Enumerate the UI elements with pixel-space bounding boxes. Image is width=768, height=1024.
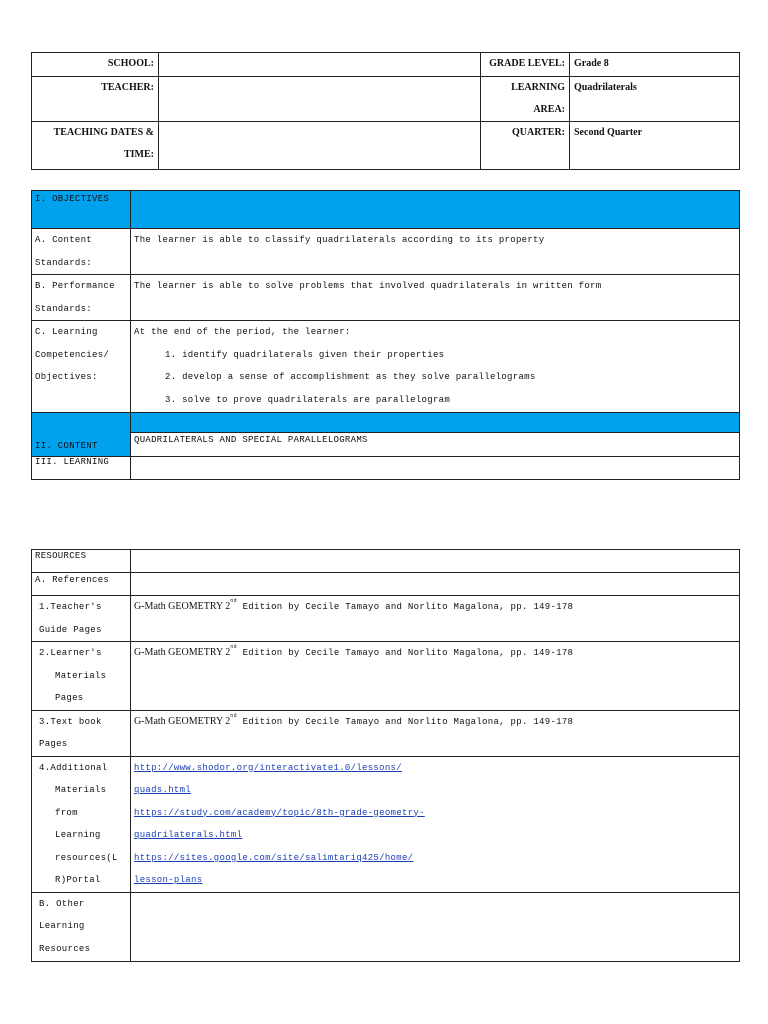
- learning-area-label-line1: LEARNING: [511, 82, 565, 93]
- google-sites-link[interactable]: https://sites.google.com/site/salimtariq425/home/: [134, 852, 414, 863]
- performance-standards-label: [32, 275, 131, 321]
- performance-standards-text: The learner is able to solve problems that involved quadrilaterals in written form: [131, 275, 740, 321]
- textbook-label: [32, 710, 131, 756]
- content-section-fill: [131, 413, 740, 433]
- other-resources-label-line: B. Other: [39, 898, 85, 909]
- competencies-text: [131, 321, 740, 413]
- additional-materials-label-line: Materials: [55, 785, 107, 795]
- teachers-guide-sup: nd: [230, 598, 237, 604]
- performance-standards-label-line1: B. Performance: [35, 281, 115, 291]
- quarter-label: QUARTER:: [481, 122, 570, 170]
- objectives-title: I. OBJECTIVES: [32, 191, 131, 229]
- competencies-label: [32, 321, 131, 413]
- objectives-title-fill: [131, 191, 740, 229]
- textbook-label-line2: Pages: [39, 739, 68, 749]
- learning-area-value: Quadrilaterals: [570, 77, 740, 122]
- competencies-intro: At the end of the period, the learner:: [134, 327, 351, 337]
- additional-materials-label-line: 4.Additional: [39, 762, 108, 773]
- objectives-table: [31, 190, 740, 480]
- learners-materials-label-line3: Pages: [55, 693, 84, 703]
- competencies-label-line3: Objectives:: [35, 372, 98, 382]
- teachers-guide-title: G-Math GEOMETRY 2: [134, 601, 231, 612]
- content-standards-label-line2: Standards:: [35, 257, 93, 268]
- teaching-dates-value: [159, 122, 481, 170]
- resources-title-fill: [131, 550, 740, 573]
- competency-item: 3. solve to prove quadrilaterals are parallelogram: [165, 394, 451, 405]
- teachers-guide-label: [32, 596, 131, 642]
- textbook-label-line1: 3.Text book: [39, 716, 102, 727]
- learners-materials-label-line1: 2.Learner's: [39, 648, 102, 658]
- other-resources-fill: [131, 892, 740, 961]
- school-label: SCHOOL:: [32, 53, 159, 77]
- references-fill: [131, 573, 740, 596]
- competency-item: 1. identify quadrilaterals given their properties: [165, 349, 445, 360]
- shodor-link-cont[interactable]: quads.html: [134, 785, 192, 795]
- learning-area-label: [481, 77, 570, 122]
- additional-materials-label-line: from: [55, 807, 78, 818]
- other-resources-label-line: Learning: [39, 921, 85, 931]
- resources-table: [31, 549, 740, 962]
- teacher-label: TEACHER:: [32, 77, 159, 122]
- shodor-link[interactable]: http://www.shodor.org/interactivate1.0/lessons/: [134, 762, 402, 773]
- teachers-guide-label-line2: Guide Pages: [39, 624, 102, 635]
- textbook-rest: Edition by Cecile Tamayo and Norlito Magalona, pp. 149-178: [236, 716, 574, 727]
- textbook-title: G-Math GEOMETRY 2: [134, 715, 231, 727]
- school-value: [159, 53, 481, 77]
- google-sites-link-cont[interactable]: lesson-plans: [134, 875, 203, 885]
- learners-materials-sup: nd: [230, 644, 237, 650]
- competencies-list: [134, 344, 739, 412]
- competencies-label-line1: C. Learning: [35, 327, 98, 337]
- resources-title: RESOURCES: [32, 550, 131, 573]
- teachers-guide-rest: Edition by Cecile Tamayo and Norlito Magalona, pp. 149-178: [236, 602, 574, 612]
- learning-area-label-line2: AREA:: [533, 104, 565, 115]
- references-label: A. References: [32, 573, 131, 596]
- competencies-label-line2: Competencies/: [35, 349, 110, 360]
- learners-materials-rest: Edition by Cecile Tamayo and Norlito Magalona, pp. 149-178: [236, 648, 574, 658]
- learners-materials-label-line2: Materials: [55, 670, 107, 681]
- teacher-value: [159, 77, 481, 122]
- textbook-text: [131, 710, 740, 756]
- content-standards-text: The learner is able to classify quadrilaterals according to its property: [131, 229, 740, 275]
- additional-materials-label-line: Learning: [55, 830, 101, 840]
- teaching-dates-label-line2: TIME:: [124, 149, 154, 160]
- teachers-guide-text: [131, 596, 740, 642]
- content-standards-label-line1: A. Content: [35, 235, 93, 245]
- additional-materials-label-line: resources(L: [55, 852, 118, 863]
- grade-label: GRADE LEVEL:: [481, 53, 570, 77]
- quarter-value: Second Quarter: [570, 122, 740, 170]
- study-link[interactable]: https://study.com/academy/topic/8th-grade-geometry-: [134, 807, 425, 818]
- header-table: [31, 52, 740, 170]
- additional-materials-links: [131, 756, 740, 892]
- other-resources-label: [32, 892, 131, 961]
- content-standards-label: [32, 229, 131, 275]
- content-section-title: II. CONTENT: [32, 413, 131, 457]
- competency-item: 2. develop a sense of accomplishment as they solve parallelograms: [165, 372, 536, 382]
- learning-title: III. LEARNING: [32, 457, 131, 480]
- textbook-sup: nd: [230, 712, 237, 719]
- other-resources-label-line: Resources: [39, 943, 91, 954]
- learning-fill: [131, 457, 740, 480]
- learners-materials-title: G-Math GEOMETRY 2: [134, 647, 231, 658]
- teaching-dates-label: [32, 122, 159, 170]
- teachers-guide-label-line1: 1.Teacher's: [39, 602, 102, 612]
- learners-materials-label: [32, 642, 131, 711]
- grade-value: Grade 8: [570, 53, 740, 77]
- teaching-dates-label-line1: TEACHING DATES &: [53, 127, 154, 138]
- performance-standards-label-line2: Standards:: [35, 303, 93, 314]
- content-section-text: QUADRILATERALS AND SPECIAL PARALLELOGRAMS: [131, 433, 740, 457]
- additional-materials-label: [32, 756, 131, 892]
- learners-materials-text: [131, 642, 740, 711]
- study-link-cont[interactable]: quadrilaterals.html: [134, 830, 243, 840]
- additional-materials-label-line: R)Portal: [55, 875, 101, 885]
